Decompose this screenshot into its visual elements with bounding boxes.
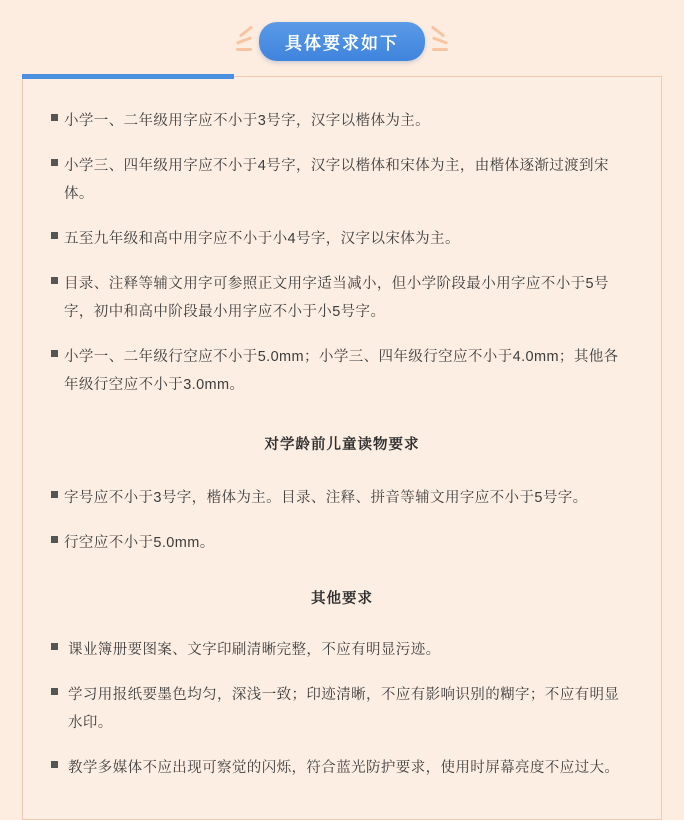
list-item-text: 字号应不小于3号字，楷体为主。目录、注释、拼音等辅文用字应不小于5号字。 xyxy=(64,490,588,506)
square-bullet-icon xyxy=(51,688,58,695)
square-bullet-icon xyxy=(51,761,58,768)
content-card xyxy=(22,76,662,820)
list-item xyxy=(51,152,633,208)
square-bullet-icon xyxy=(51,232,58,239)
list-item xyxy=(51,343,633,399)
list-item-text: 行空应不小于5.0mm。 xyxy=(64,535,215,551)
requirements-group-2 xyxy=(51,484,633,557)
list-item xyxy=(51,107,633,135)
list-item xyxy=(51,681,633,737)
list-item-text: 目录、注释等辅文用字可参照正文用字适当减小，但小学阶段最小用字应不小于5号字，初中和高中阶段最小用字应不小于小5号字。 xyxy=(64,276,609,320)
list-item xyxy=(51,636,633,664)
card-accent-bar xyxy=(22,74,234,79)
square-bullet-icon xyxy=(51,114,58,121)
list-item xyxy=(51,270,633,326)
square-bullet-icon xyxy=(51,643,58,650)
list-item-text: 教学多媒体不应出现可察觉的闪烁，符合蓝光防护要求，使用时屏幕亮度不应过大。 xyxy=(68,760,620,776)
section-heading-other: 其他要求 xyxy=(311,591,373,607)
badge-container xyxy=(0,22,684,61)
square-bullet-icon xyxy=(51,350,58,357)
list-item-text: 课业簿册要图案、文字印刷清晰完整，不应有明显污迹。 xyxy=(68,642,441,658)
requirements-group-1 xyxy=(51,107,633,399)
list-item-text: 五至九年级和高中用字应不小于小4号字，汉字以宋体为主。 xyxy=(64,231,460,247)
requirements-group-3 xyxy=(51,636,633,782)
square-bullet-icon xyxy=(51,159,58,166)
section-heading-preschool: 对学龄前儿童读物要求 xyxy=(264,437,420,453)
list-item-text: 小学一、二年级行空应不小于5.0mm；小学三、四年级行空应不小于4.0mm；其他各年级行空应不小于3.0mm。 xyxy=(64,349,619,393)
list-item-text: 小学一、二年级用字应不小于3号字，汉字以楷体为主。 xyxy=(64,113,431,129)
list-item xyxy=(51,754,633,782)
list-item-text: 学习用报纸要墨色均匀，深浅一致；印迹清晰，不应有影响识别的糊字；不应有明显水印。 xyxy=(68,687,620,731)
page-header xyxy=(0,0,684,76)
list-item xyxy=(51,484,633,512)
square-bullet-icon xyxy=(51,277,58,284)
list-item xyxy=(51,529,633,557)
square-bullet-icon xyxy=(51,536,58,543)
square-bullet-icon xyxy=(51,491,58,498)
page-title-badge: 具体要求如下 xyxy=(259,22,425,61)
list-item xyxy=(51,225,633,253)
list-item-text: 小学三、四年级用字应不小于4号字，汉字以楷体和宋体为主，由楷体逐渐过渡到宋体。 xyxy=(64,158,609,202)
